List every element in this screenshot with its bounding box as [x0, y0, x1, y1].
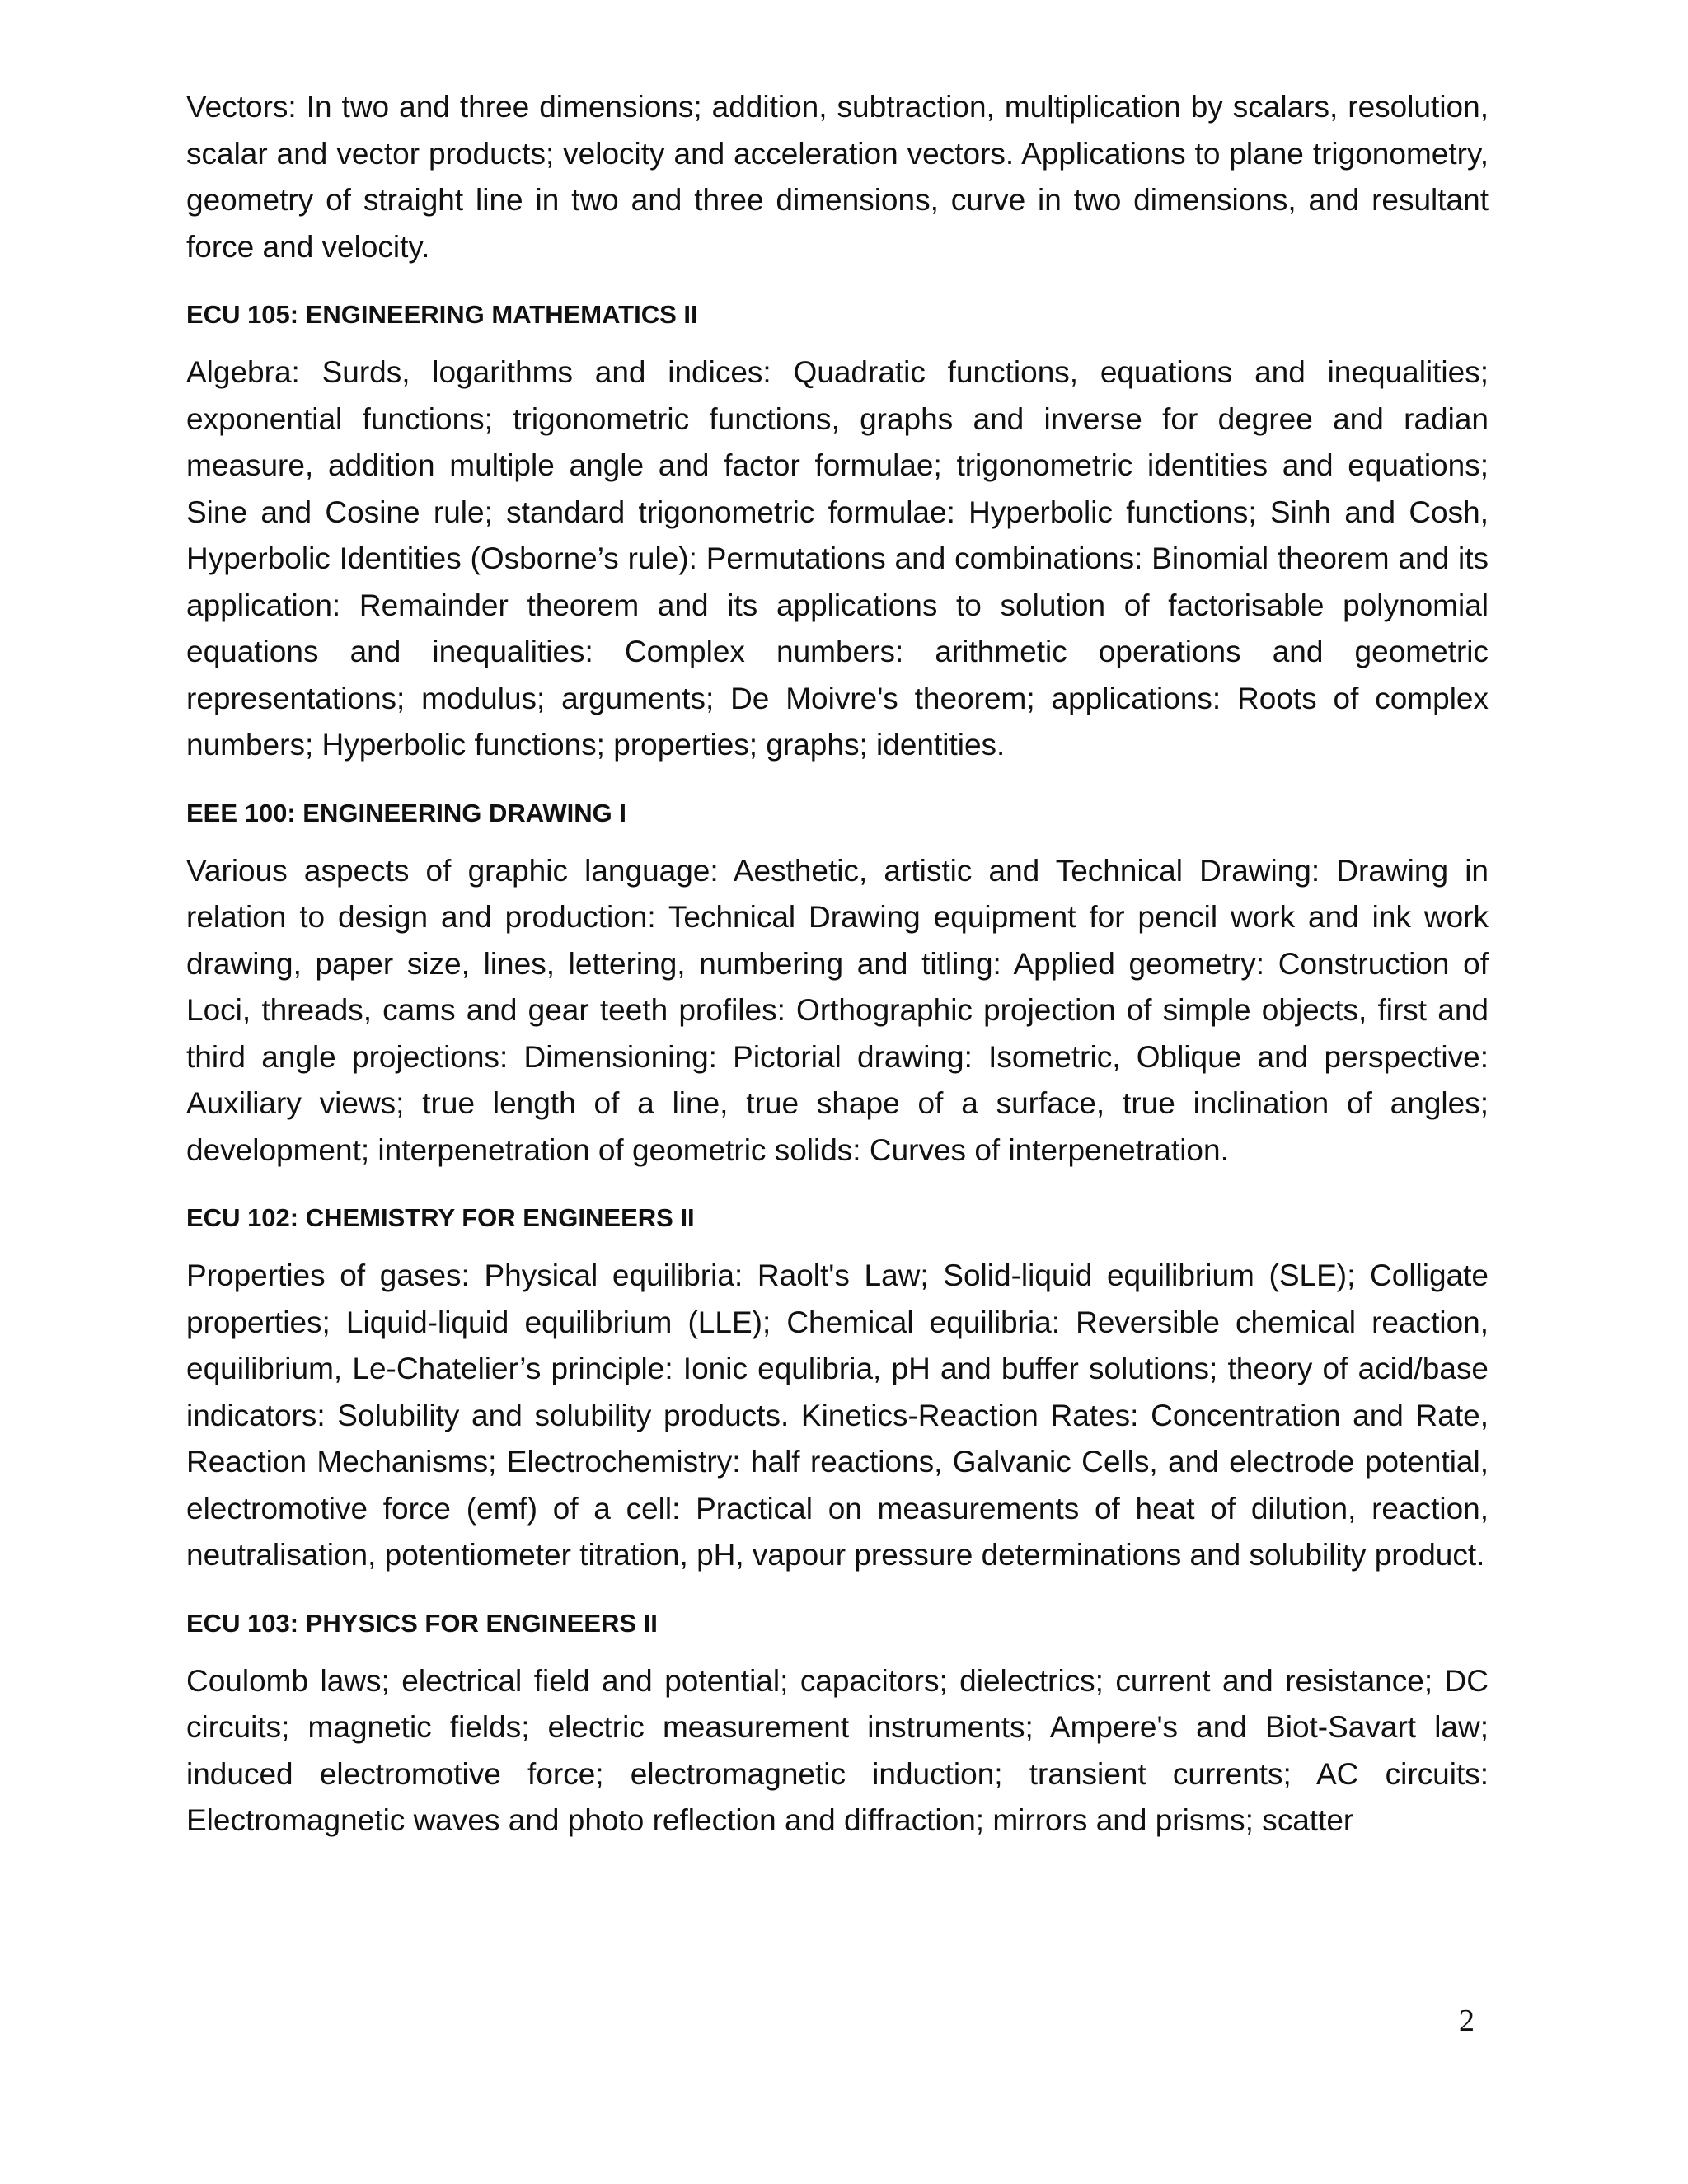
heading-ecu-105: ECU 105: ENGINEERING MATHEMATICS II [186, 300, 698, 329]
paragraph-eee-100: Various aspects of graphic language: Aesthetic, artistic and Technical Drawing: Drawing in relation to design and production: Technical Drawing equipment for pencil work and ink work drawing, paper size, lines, lettering, numbering and titling: Applied geometry: Construction of Loci, threads, cams and gear teeth profiles: Orthographic projection of simple objects, first and third angle projections: Dimensioning: Pictorial drawing: Isometric, Oblique and perspective: Auxiliary views; true length of a line, true shape of a surface, true inclination of angles; development; interpenetration of geometric solids: Curves of interpenetration. [186, 853, 1489, 1167]
paragraph-ecu-105: Algebra: Surds, logarithms and indices: Quadratic functions, equations and inequalities; exponential functions; trigonometric functions, graphs and inverse for degree and radian measure, addition multiple angle and factor formulae; trigonometric identities and equations; Sine and Cosine rule; standard trigonometric formulae: Hyperbolic functions; Sinh and Cosh, Hyperbolic Identities (Osborne’s rule): Permutations and combinations: Binomial theorem and its application: Remainder theorem and its applications to solution of factorisable polynomial equations and inequalities: Complex numbers: arithmetic operations and geometric representations; modulus; arguments; De Moivre's theorem; applications: Roots of complex numbers; Hyperbolic functions; properties; graphs; identities. [186, 355, 1489, 762]
vectors-paragraph: Vectors: In two and three dimensions; addition, subtraction, multiplication by scalars, resolution, scalar and vector products; velocity and acceleration vectors. Applications to plane trigonometry, geometry of straight line in two and three dimensions, curve in two dimensions, and resultant force and velocity. [186, 90, 1489, 264]
heading-eee-100: EEE 100: ENGINEERING DRAWING I [186, 798, 626, 827]
page-number: 2 [1459, 2004, 1475, 2038]
paragraph-ecu-102: Properties of gases: Physical equilibria: Raolt's Law; Solid-liquid equilibrium (SLE); Colligate properties; Liquid-liquid equilibrium (LLE); Chemical equilibria: Reversible chemical reaction, equilibrium, Le-Chatelier’s principle: Ionic equlibria, pH and buffer solutions; theory of acid/base indicators: Solubility and solubility products. Kinetics-Reaction Rates: Concentration and Rate, Reaction Mechanisms; Electrochemistry: half reactions, Galvanic Cells, and electrode potential, electromotive force (emf) of a cell: Practical on measurements of heat of dilution, reaction, neutralisation, potentiometer titration, pH, vapour pressure determinations and solubility product. [186, 1258, 1489, 1572]
heading-ecu-102: ECU 102: CHEMISTRY FOR ENGINEERS II [186, 1203, 695, 1232]
heading-ecu-103: ECU 103: PHYSICS FOR ENGINEERS II [186, 1608, 658, 1638]
paragraph-ecu-103: Coulomb laws; electrical field and potential; capacitors; dielectrics; current and resistance; DC circuits; magnetic fields; electric measurement instruments; Ampere's and Biot-Savart law; induced electromotive force; electromagnetic induction; transient currents; AC circuits: Electromagnetic waves and photo reflection and diffraction; mirrors and prisms; scatter [186, 1663, 1489, 1837]
document-page [186, 84, 1489, 1872]
